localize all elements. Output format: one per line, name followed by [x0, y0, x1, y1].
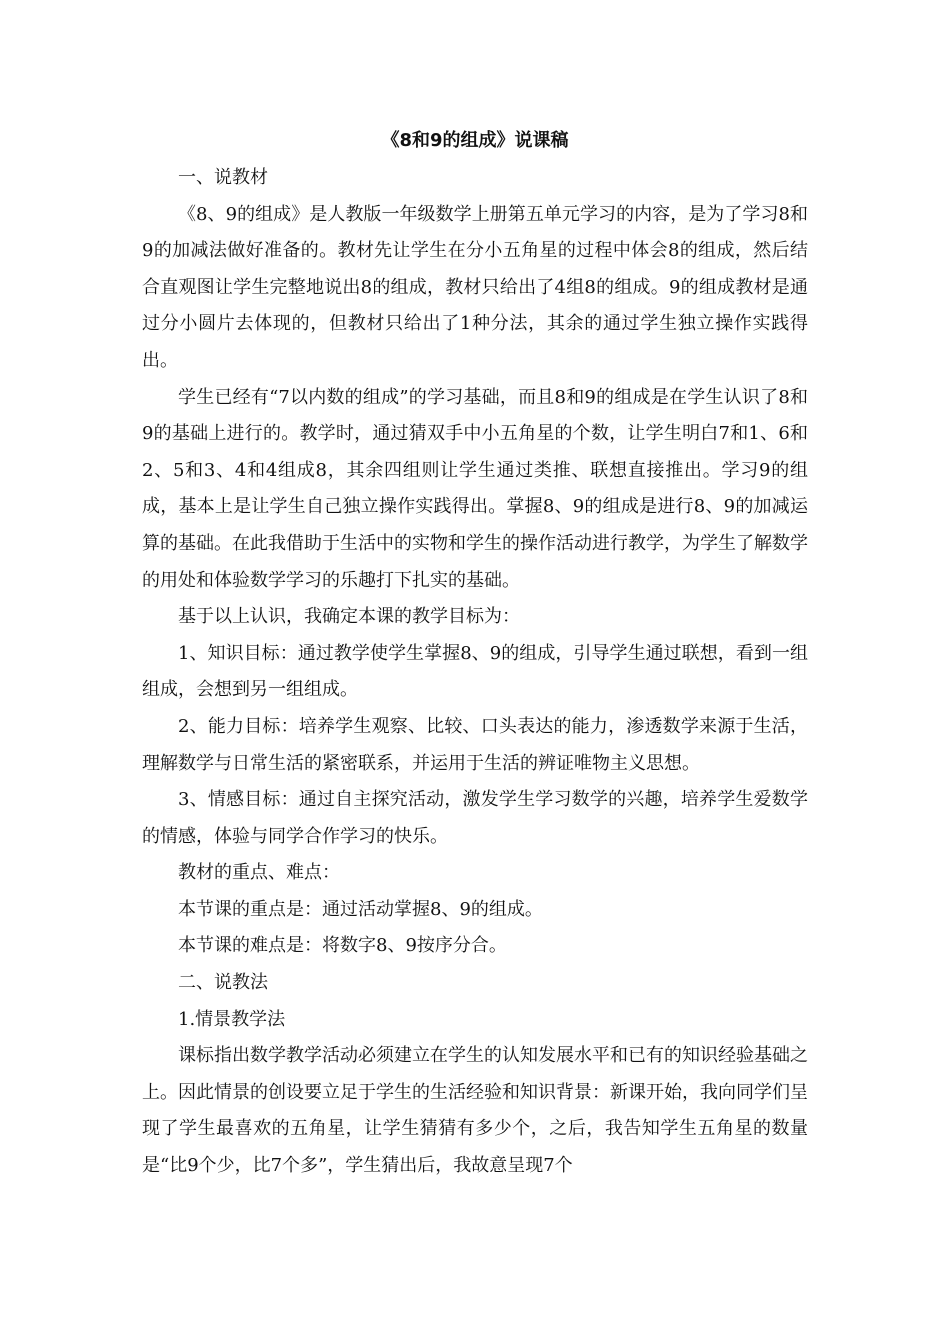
paragraph: 基于以上认识，我确定本课的教学目标为：: [178, 606, 520, 628]
goal-emotion: 3、情感目标：通过自主探究活动，激发学生学习数学的兴趣，培养学生爱数学的情感，体验与同学合作学习的快乐。: [142, 789, 808, 847]
paragraph: 教材的重点、难点：: [178, 862, 340, 884]
paragraph: 《8、9的组成》是人教版一年级数学上册第五单元学习的内容，是为了学习8和9的加减法做好准备的。教材先让学生在分小五角星的过程中体会8的组成，然后结合直观图让学生完整地说出8的组成，教材只给出了4组8的组成。9的组成教材是通过分小圆片去体现的，但教材只给出了1种分法，其余的通过学生独立操作实践得出。: [142, 203, 808, 371]
section-heading-method: 二、说教法: [178, 972, 268, 994]
key-point: 本节课的重点是：通过活动掌握8、9的组成。: [178, 898, 543, 920]
document-body: [142, 160, 808, 1185]
goal-knowledge: 1、知识目标：通过教学使学生掌握8、9的组成，引导学生通过联想，看到一组组成，会想到另一组组成。: [142, 642, 808, 701]
subsection-heading: 1.情景教学法: [178, 1008, 286, 1030]
paragraph: 课标指出数学教学活动必须建立在学生的认知发展水平和已有的知识经验基础之上。因此情景的创设要立足于学生的生活经验和知识背景：新课开始，我向同学们呈现了学生最喜欢的五角星，让学生猜猜有多少个，之后，我告知学生五角星的数量是“比9个少，比7个多”，学生猜出后，我故意呈现7个: [142, 1045, 808, 1177]
page-title: 《8和9的组成》说课稿: [381, 130, 569, 151]
goal-ability: 2、能力目标：培养学生观察、比较、口头表达的能力，渗透数学来源于生活，理解数学与日常生活的紧密联系，并运用于生活的辨证唯物主义思想。: [142, 715, 808, 774]
difficult-point: 本节课的难点是：将数字8、9按序分合。: [178, 935, 507, 957]
section-heading-textbook: 一、说教材: [178, 167, 268, 188]
paragraph: 学生已经有“7以内数的组成”的学习基础，而且8和9的组成是在学生认识了8和9的基础上进行的。教学时，通过猜双手中小五角星的个数，让学生明白7和1、6和2、5和3、4和4组成8，其余四组则让学生通过类推、联想直接推出。学习9的组成，基本上是让学生自己独立操作实践得出。掌握8、9的组成是进行8、9的加减运算的基础。在此我借助于生活中的实物和学生的操作活动进行教学，为学生了解数学的用处和体验数学学习的乐趣打下扎实的基础。: [142, 386, 808, 591]
